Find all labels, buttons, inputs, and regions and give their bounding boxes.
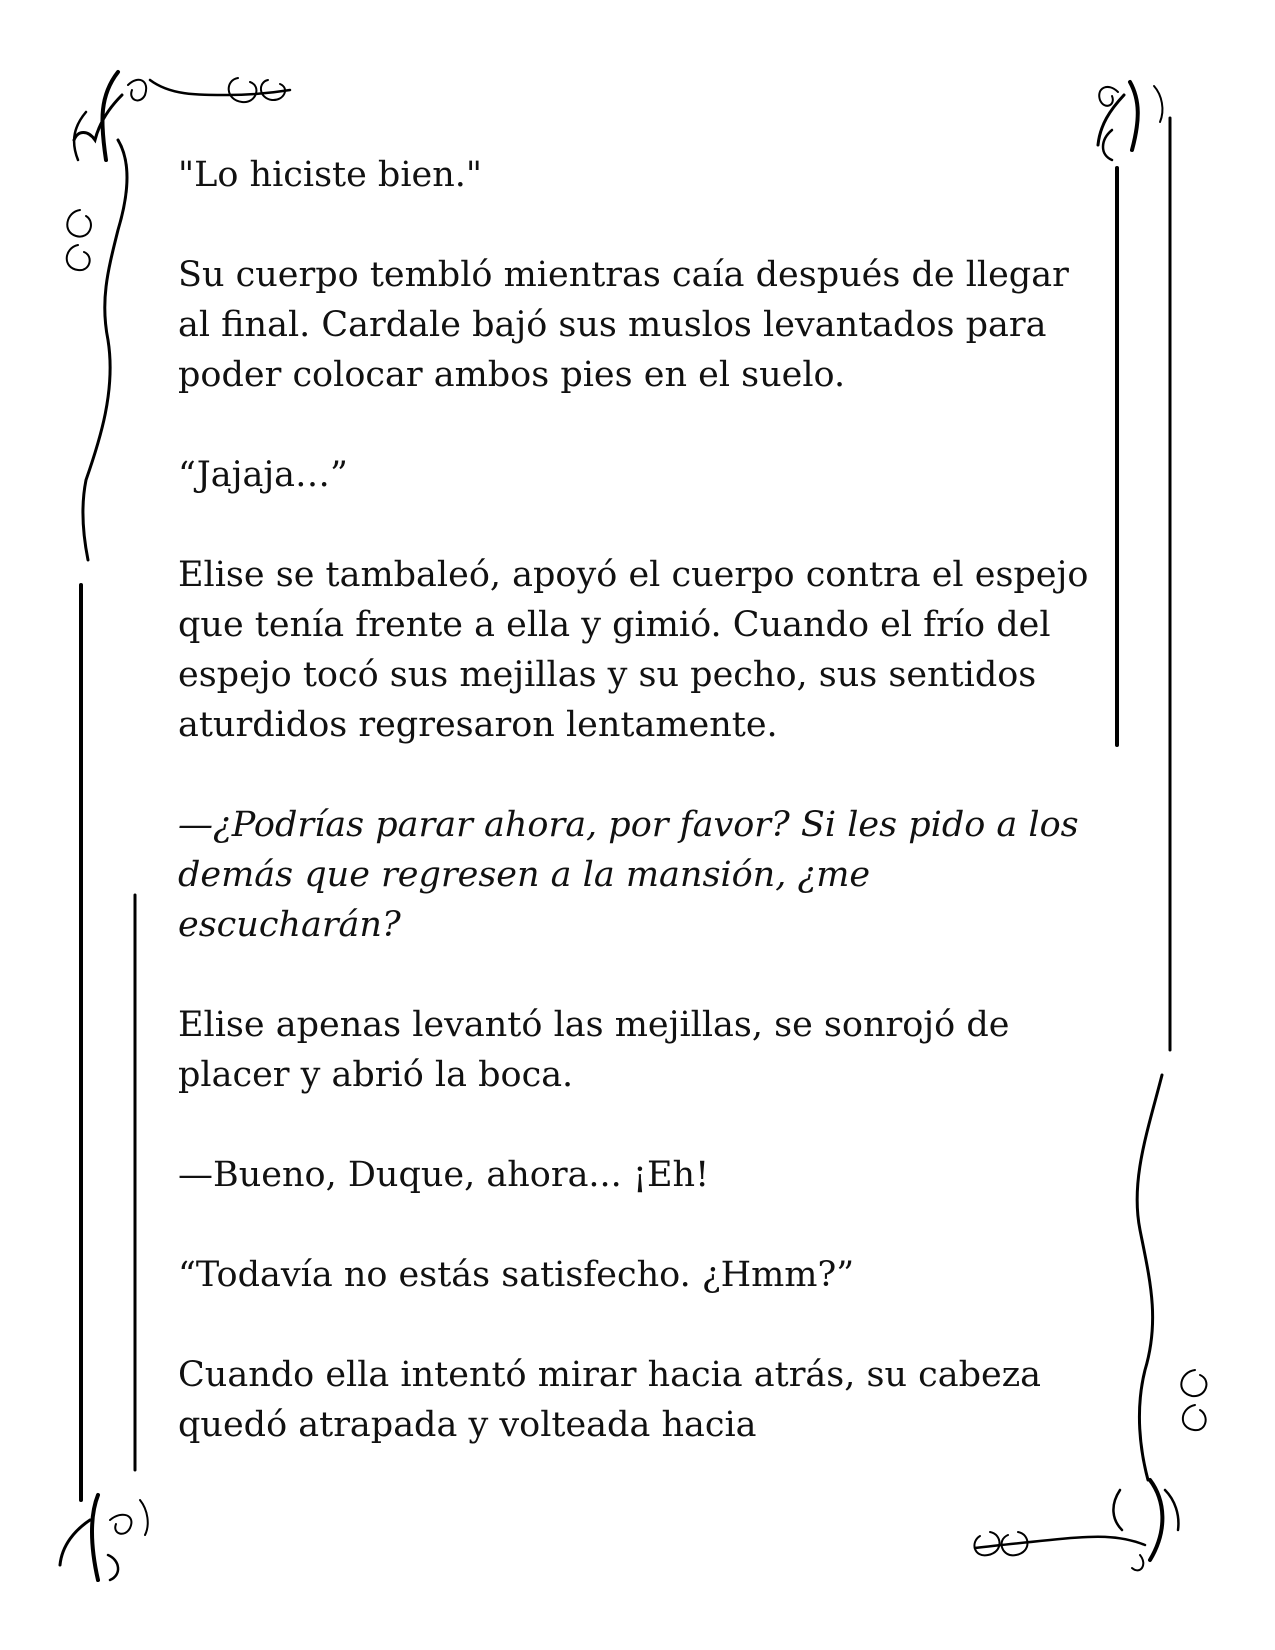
paragraph: “Todavía no estás satisfecho. ¿Hmm?” [178,1255,855,1295]
paragraph-italic: —¿Podrías parar ahora, por favor? Si les pido a los demás que regresen a la mansión, ¿me escucharán? [178,805,1079,945]
paragraph: Elise se tambaleó, apoyó el cuerpo contra el espejo que tenía frente a ella y gimió. Cuando el frío del espejo tocó sus mejillas y su pecho, sus sentidos aturdidos regresaron lentamente. [178,555,1089,745]
paragraph: Cuando ella intentó mirar hacia atrás, su cabeza quedó atrapada y volteada hacia [178,1355,1042,1445]
paragraph: Elise apenas levantó las mejillas, se sonrojó de placer y abrió la boca. [178,1005,1010,1095]
paragraph: —Bueno, Duque, ahora... ¡Eh! [178,1155,710,1195]
bottom-left-flourish [60,1495,148,1580]
paragraph: "Lo hiciste bien." [178,155,483,195]
top-right-flourish [1098,82,1162,160]
paragraph: “Jajaja…” [178,455,348,495]
page-text [178,150,1098,1500]
paragraph: Su cuerpo tembló mientras caía después de llegar al final. Cardale bajó sus muslos levantados para poder colocar ambos pies en el suelo. [178,255,1069,395]
